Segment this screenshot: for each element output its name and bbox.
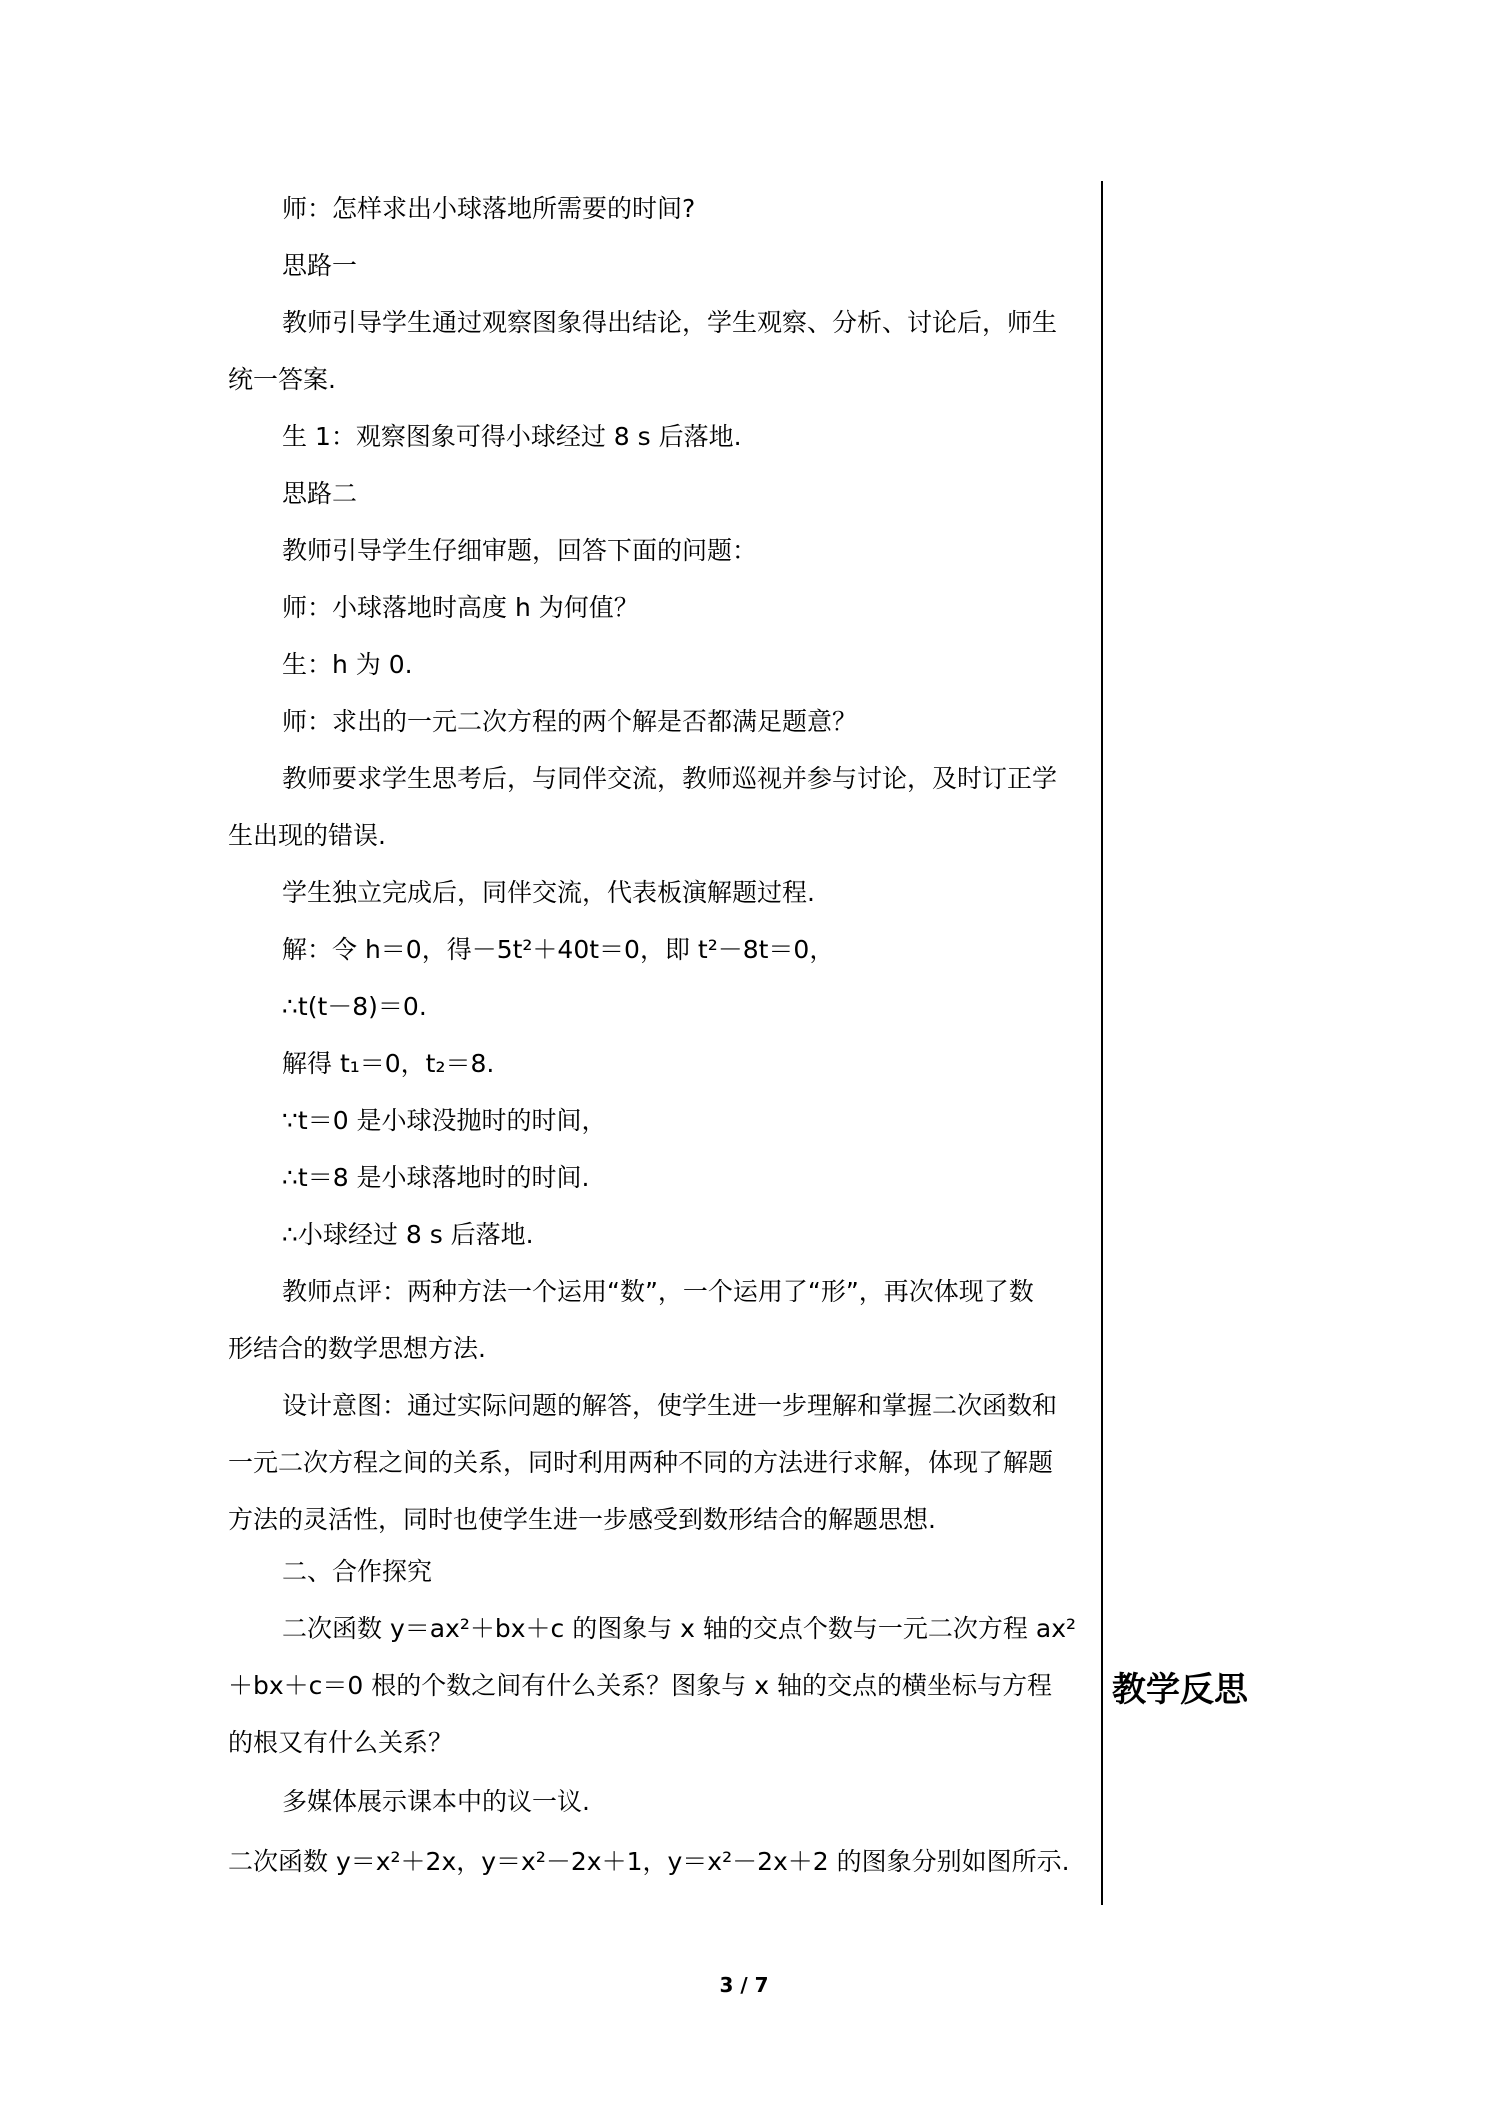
line-22: 设计意图：通过实际问题的解答，使学生进一步理解和掌握二次函数和 — [282, 1391, 1058, 1420]
line-1: 师：怎样求出小球落地所需要的时间? — [282, 194, 696, 223]
line-27: ＋bx＋c＝0 根的个数之间有什么关系？图象与 x 轴的交点的横坐标与方程 — [228, 1671, 1052, 1700]
line-2: 思路一 — [282, 251, 358, 280]
line-20: 教师点评：两种方法一个运用“数”，一个运用了“形”，再次体现了数 — [282, 1277, 1034, 1306]
equation-line-1: 解：令 h＝0，得－5t²＋40t＝0，即 t²－8t＝0， — [282, 935, 835, 964]
equation-line-4: ∵t＝0 是小球没抛时的时间， — [282, 1106, 607, 1135]
page-number: 3 / 7 — [719, 1973, 769, 1997]
equation-line-2: ∴t(t－8)＝0. — [282, 992, 427, 1021]
line-4: 统一答案. — [228, 365, 336, 394]
line-11: 教师要求学生思考后，与同伴交流，教师巡视并参与讨论，及时订正学 — [282, 764, 1058, 793]
line-21: 形结合的数学思想方法. — [228, 1334, 486, 1363]
line-6: 思路二 — [282, 479, 358, 508]
equation-line-3: 解得 t₁＝0，t₂＝8. — [282, 1049, 495, 1078]
line-24: 方法的灵活性，同时也使学生进一步感受到数形结合的解题思想. — [228, 1505, 936, 1534]
line-28: 的根又有什么关系？ — [228, 1728, 454, 1757]
line-30: 二次函数 y＝x²＋2x，y＝x²－2x＋1，y＝x²－2x＋2 的图象分别如图所示. — [228, 1847, 1070, 1876]
line-26: 二次函数 y＝ax²＋bx＋c 的图象与 x 轴的交点个数与一元二次方程 ax² — [282, 1614, 1077, 1643]
equation-line-5: ∴t＝8 是小球落地时的时间. — [282, 1163, 590, 1192]
line-3: 教师引导学生通过观察图象得出结论，学生观察、分析、讨论后，师生 — [282, 308, 1058, 337]
side-label-teaching-reflection: 教学反思 — [1112, 1670, 1248, 1710]
line-10: 师：求出的一元二次方程的两个解是否都满足题意？ — [282, 707, 858, 736]
column-divider — [1101, 181, 1103, 1905]
line-8: 师：小球落地时高度 h 为何值？ — [282, 593, 639, 622]
line-5: 生 1：观察图象可得小球经过 8 s 后落地. — [282, 422, 742, 451]
line-13: 学生独立完成后，同伴交流，代表板演解题过程. — [282, 878, 815, 907]
line-12: 生出现的错误. — [228, 821, 386, 850]
line-29: 多媒体展示课本中的议一议. — [282, 1787, 590, 1816]
line-23: 一元二次方程之间的关系，同时利用两种不同的方法进行求解，体现了解题 — [228, 1448, 1054, 1477]
section-heading: 二、合作探究 — [282, 1557, 433, 1586]
line-9: 生：h 为 0. — [282, 650, 413, 679]
equation-line-6: ∴小球经过 8 s 后落地. — [282, 1220, 534, 1249]
line-7: 教师引导学生仔细审题，回答下面的问题： — [282, 536, 758, 565]
